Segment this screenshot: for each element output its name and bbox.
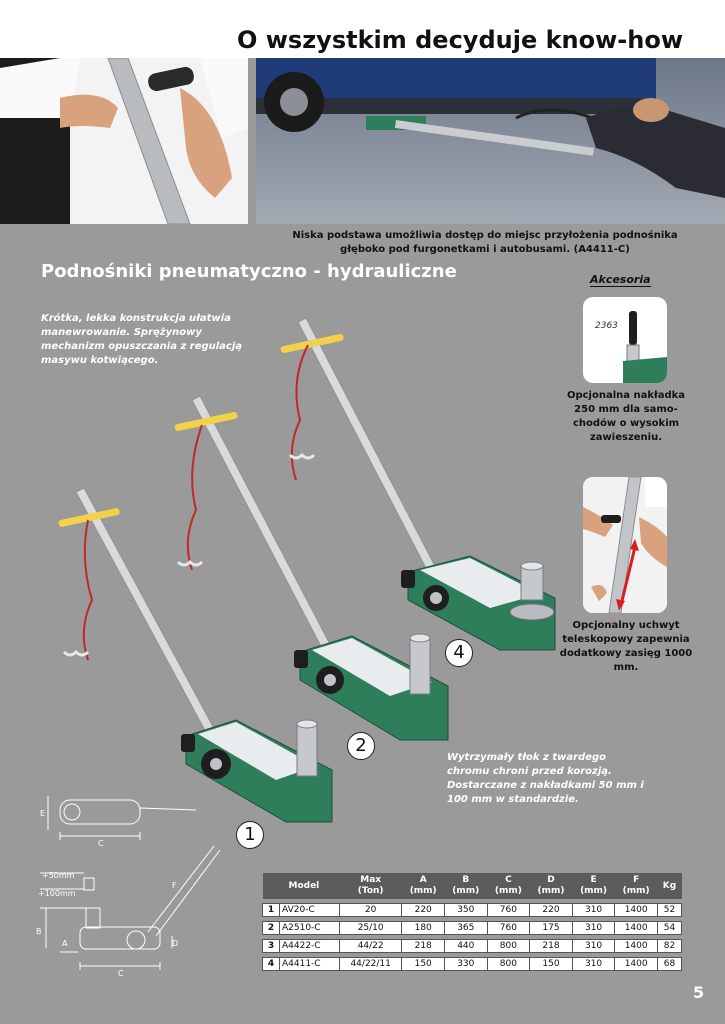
model-badge-2: 2 xyxy=(347,732,375,760)
accessories-label: Akcesoria xyxy=(590,273,651,286)
diagram-label-e: E xyxy=(40,809,46,818)
header-b: B (mm) xyxy=(444,873,487,899)
spec-table xyxy=(262,873,682,971)
spec-table-header xyxy=(263,873,682,899)
diagram-label-c-top: C xyxy=(98,839,104,848)
photo-caption: Niska podstawa umożliwia dostęp do miejsc przyłożenia podnośnika głęboko pod furgonetkami i autobusami. (A4411-C) xyxy=(292,230,678,255)
header-max: Max (Ton) xyxy=(339,873,401,899)
header-e: E (mm) xyxy=(572,873,615,899)
page-title: O wszystkim decyduje know-how xyxy=(236,26,683,54)
accessory-telescopic-handle-caption: Opcjonalny uchwyt teleskopowy zapewnia dodatkowy zasięg 1000 mm. xyxy=(559,620,693,673)
table-row: 2 A2510-C 25/10 180 365 760 175 310 1400 54 xyxy=(263,922,682,935)
table-row: 1 AV20-C 20 220 350 760 220 310 1400 52 xyxy=(263,904,682,917)
piston-description: Wytrzymały tłok z twardego chromu chroni przed korozją. Dostarczane z nakładkami 50 mm i 100 mm w standardzie. xyxy=(447,752,644,805)
diagram-label-plus50: +50mm xyxy=(42,871,75,880)
header-kg: Kg xyxy=(657,873,681,899)
header-c: C (mm) xyxy=(487,873,530,899)
intro-text: Krótka, lekka konstrukcja ułatwia manewrowanie. Sprężynowy mechanizm opuszczania z regulacją masywu kotwiącego. xyxy=(41,313,243,366)
section-title: Podnośniki pneumatyczno - hydrauliczne xyxy=(41,261,457,282)
diagram-label-b: B xyxy=(36,927,42,936)
header-f: F (mm) xyxy=(615,873,658,899)
diagram-label-plus100: +100mm xyxy=(38,889,76,898)
diagram-label-c: C xyxy=(118,969,124,978)
header-d: D (mm) xyxy=(530,873,573,899)
page-number: 5 xyxy=(693,983,705,1002)
diagram-label-f: F xyxy=(172,881,177,890)
diagram-label-a: A xyxy=(62,939,68,948)
header-a: A (mm) xyxy=(402,873,445,899)
accessory-code: 2363 xyxy=(595,321,618,331)
table-row: 3 A4422-C 44/22 218 440 800 218 310 1400 82 xyxy=(263,940,682,953)
accessory-extension-caption: Opcjonalna nakładka 250 mm dla samo-chodów o wysokim zawieszeniu. xyxy=(566,390,686,443)
model-badge-1: 1 xyxy=(236,821,264,849)
header-model: Model xyxy=(263,873,340,899)
model-badge-4: 4 xyxy=(445,639,473,667)
diagram-label-d: D xyxy=(172,939,179,948)
table-row: 4 A4411-C 44/22/11 150 330 800 150 310 1400 68 xyxy=(263,958,682,971)
